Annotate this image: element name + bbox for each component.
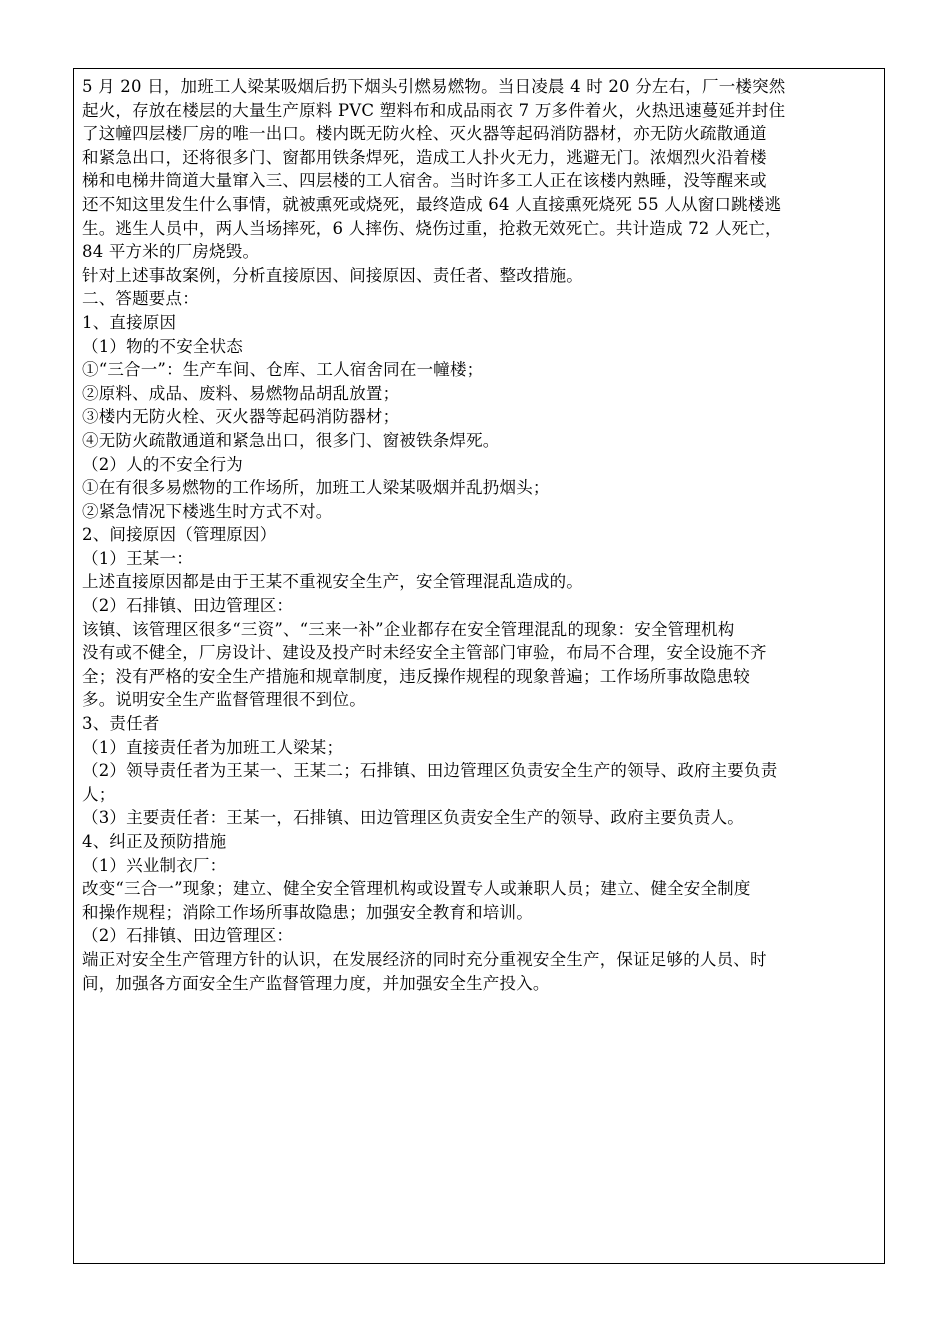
text-line: ①“三合一”：生产车间、仓库、工人宿舍同在一幢楼； [82,360,484,380]
text-line: 还不知这里发生什么事情，就被熏死或烧死，最终造成 64 人直接熏死烧死 55 人从窗口跳楼逃 [82,194,782,214]
text-line: ②原料、成品、废料、易燃物品胡乱放置； [82,383,400,403]
text-line: 3、责任者 [82,714,160,734]
text-line: 间，加强各方面安全生产监督管理力度，并加强安全生产投入。 [82,973,550,993]
text-line: 改变“三合一”现象；建立、健全安全管理机构或设置专人或兼职人员；建立、健全安全制度 [82,879,751,899]
text-line: 没有或不健全，厂房设计、建设及投产时未经安全主管部门审验，布局不合理，安全设施不齐 [82,643,767,663]
text-line: 1、直接原因 [82,312,177,332]
text-line: 全；没有严格的安全生产措施和规章制度，违反操作规程的现象普遍；工作场所事故隐患较 [82,666,750,686]
text-line: ②紧急情况下楼逃生时方式不对。 [82,501,333,521]
text-line: 多。说明安全生产监督管理很不到位。 [82,690,366,710]
text-line: （1）直接责任者为加班工人梁某； [82,737,344,757]
text-line: （1）王某一： [82,548,193,568]
text-line: 端正对安全生产管理方针的认识，在发展经济的同时充分重视安全生产，保证足够的人员、时 [82,949,767,969]
document-frame [73,68,885,1264]
text-line: 和操作规程；消除工作场所事故隐患；加强安全教育和培训。 [82,902,533,922]
text-line: 二、答题要点： [82,289,199,309]
text-line: （1）物的不安全状态 [82,336,243,356]
text-line: 该镇、该管理区很多“三资”、“三来一补”企业都存在安全管理混乱的现象：安全管理机构 [82,619,735,639]
text-line: （1）兴业制衣厂： [82,855,227,875]
text-line: 了这幢四层楼厂房的唯一出口。楼内既无防火栓、灭火器等起码消防器材，亦无防火疏散通道 [82,124,767,144]
text-line: （2）石排镇、田边管理区： [82,596,294,616]
text-line: 5 月 20 日，加班工人梁某吸烟后扔下烟头引燃易燃物。当日凌晨 4 时 20 分左右，厂一楼突然 [82,77,786,96]
text-line: 84 平方米的厂房烧毁。 [82,242,260,262]
text-line: 生。逃生人员中，两人当场摔死，6 人摔伤、烧伤过重，抢救无效死亡。共计造成 72 人死亡， [82,218,782,238]
text-line: ③楼内无防火栓、灭火器等起码消防器材； [82,407,400,427]
text-line: 针对上述事故案例，分析直接原因、间接原因、责任者、整改措施。 [82,265,583,285]
text-line: （2）石排镇、田边管理区： [82,926,294,946]
text-line: 和紧急出口，还将很多门、窗都用铁条焊死，造成工人扑火无力，逃避无门。浓烟烈火沿着楼 [82,147,767,167]
text-line: 梯和电梯井筒道大量窜入三、四层楼的工人宿舍。当时许多工人正在该楼内熟睡，没等醒来或 [82,171,767,191]
text-line: 2、间接原因（管理原因） [82,525,277,545]
text-line: （3）主要责任者：王某一，石排镇、田边管理区负责安全生产的领导、政府主要负责人。 [82,808,744,828]
text-line: 人； [82,784,116,804]
text-line: 4、纠正及预防措施 [82,832,227,851]
text-line: （2）领导责任者为王某一、王某二；石排镇、田边管理区负责安全生产的领导、政府主要负责 [82,761,778,781]
text-line: ①在有很多易燃物的工作场所，加班工人梁某吸烟并乱扔烟头； [82,478,550,498]
text-line: 起火，存放在楼层的大量生产原料 PVC 塑料布和成品雨衣 7 万多件着火，火热迅速蔓延并封住 [82,100,786,120]
document-body [82,75,878,995]
text-line: 上述直接原因都是由于王某不重视安全生产，安全管理混乱造成的。 [82,572,583,592]
text-line: ④无防火疏散通道和紧急出口，很多门、窗被铁条焊死。 [82,430,500,450]
text-line: （2）人的不安全行为 [82,454,243,474]
